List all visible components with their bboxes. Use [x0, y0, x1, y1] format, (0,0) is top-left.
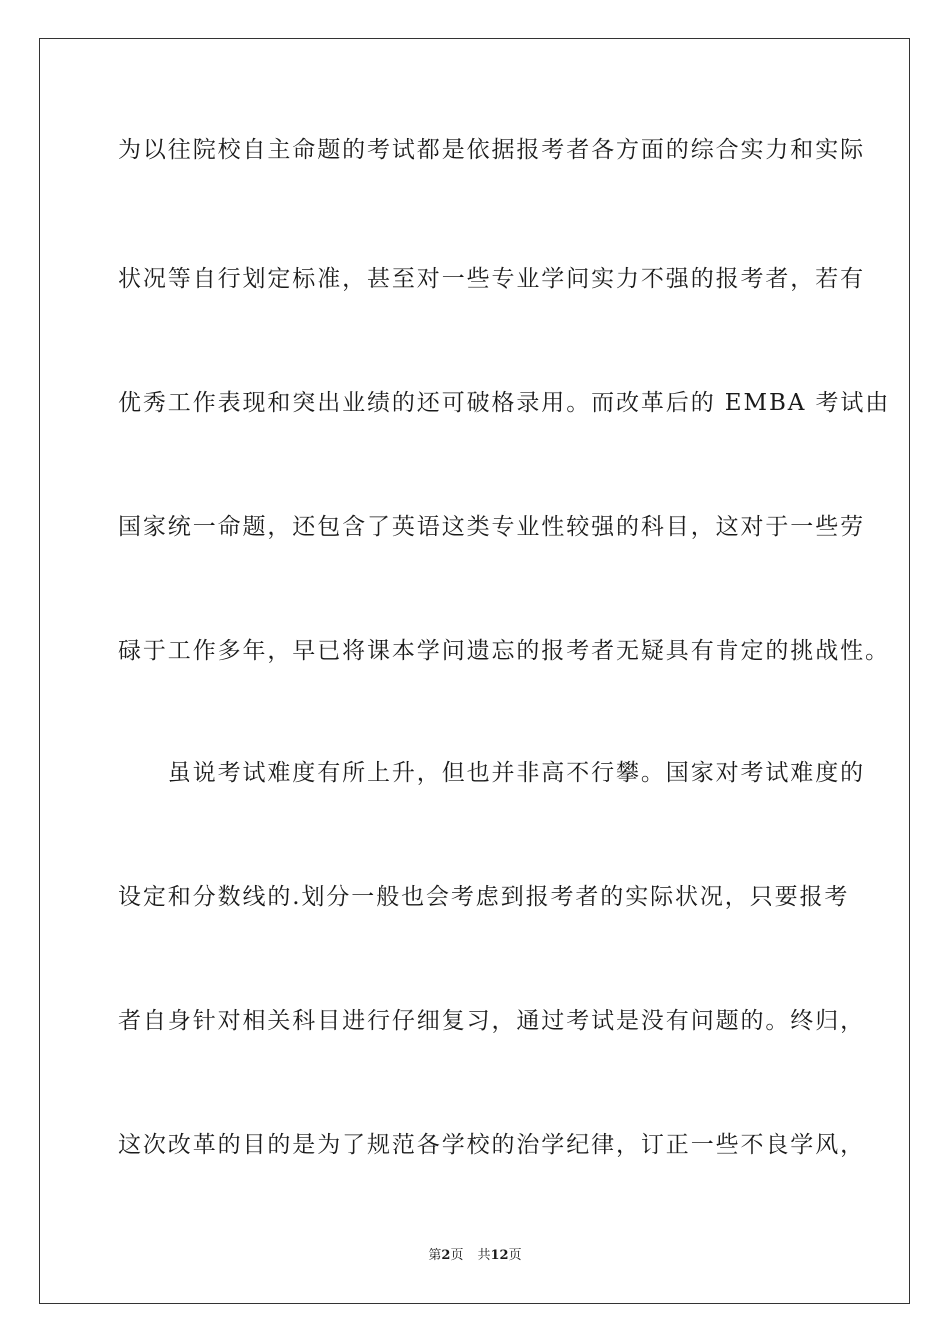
text-line-1: 为以往院校自主命题的考试都是依据报考者各方面的综合实力和实际	[118, 137, 865, 163]
current-page-number: 2	[441, 1248, 451, 1263]
total-pages-number: 12	[490, 1248, 509, 1263]
page-border	[39, 38, 910, 1304]
page-footer	[0, 1246, 950, 1266]
text-line-4: 国家统一命题，还包含了英语这类专业性较强的科目，这对于一些劳	[118, 514, 865, 540]
total-label-prefix: 共	[477, 1248, 491, 1263]
page-label-suffix: 页	[450, 1248, 464, 1263]
text-line-5: 碌于工作多年，早已将课本学问遗忘的报考者无疑具有肯定的挑战性。	[118, 638, 890, 664]
text-line-2: 状况等自行划定标准，甚至对一些专业学问实力不强的报考者，若有	[118, 266, 865, 292]
text-line-3: 优秀工作表现和突出业绩的还可破格录用。而改革后的 EMBA 考试由	[118, 390, 891, 416]
text-line-6: 虽说考试难度有所上升，但也并非高不行攀。国家对考试难度的	[118, 760, 865, 786]
text-line-7: 设定和分数线的.划分一般也会考虑到报考者的实际状况，只要报考	[118, 884, 850, 910]
total-label-suffix: 页	[508, 1248, 522, 1263]
page-label-prefix: 第	[428, 1248, 442, 1263]
text-line-9: 这次改革的目的是为了规范各学校的治学纪律，订正一些不良学风，	[118, 1132, 865, 1158]
text-line-8: 者自身针对相关科目进行仔细复习，通过考试是没有问题的。终归，	[118, 1008, 865, 1034]
